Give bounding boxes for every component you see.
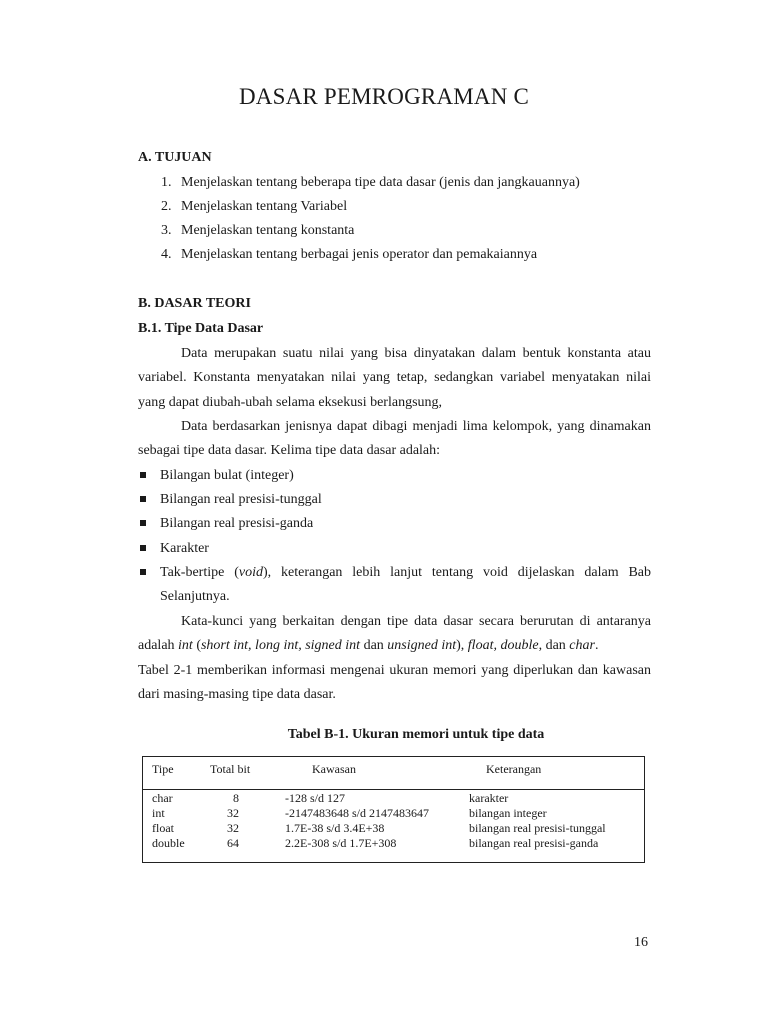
table-header-keterangan: Keterangan	[486, 762, 542, 776]
bullet-square-icon	[140, 520, 146, 526]
bullet-square-icon	[140, 496, 146, 502]
table-cell-kawasan: 1.7E-38 s/d 3.4E+38	[285, 821, 385, 835]
table-cell-tipe: double	[152, 836, 185, 850]
table-cell-kawasan: 2.2E-308 s/d 1.7E+308	[285, 836, 397, 850]
list-item	[138, 537, 651, 561]
table-cell-bit: 32	[227, 821, 239, 835]
table-cell-bit: 32	[227, 806, 239, 820]
objective-text: Menjelaskan tentang beberapa tipe data dasar (jenis dan jangkauannya)	[181, 175, 580, 190]
bullet-square-icon	[140, 472, 146, 478]
list-item	[138, 488, 651, 512]
table-header-total-bit: Total bit	[210, 762, 251, 776]
text-segment: (	[192, 638, 201, 654]
list-item	[138, 464, 651, 488]
table-cell-keterangan: bilangan real presisi-tunggal	[469, 821, 606, 835]
table-cell-keterangan: bilangan integer	[469, 806, 547, 820]
paragraph-keywords	[138, 610, 651, 659]
paragraph-data-groups	[138, 415, 651, 464]
text-segment: dan	[360, 638, 388, 654]
table-header-kawasan: Kawasan	[312, 762, 356, 776]
text-segment: ),	[456, 638, 468, 654]
objective-text: Menjelaskan tentang Variabel	[181, 199, 348, 214]
objective-number: 4.	[161, 247, 172, 262]
document-title: DASAR PEMROGRAMAN C	[238, 84, 530, 109]
keyword-int: int	[178, 638, 193, 654]
table-cell-tipe: int	[152, 806, 165, 820]
list-item-text: Karakter	[160, 541, 209, 556]
text-segment: Tak-bertipe (	[160, 565, 239, 580]
table-cell-bit: 64	[227, 836, 239, 850]
list-item-text: Bilangan bulat (integer)	[160, 468, 294, 483]
keyword-char: char	[569, 638, 595, 654]
table-cell-keterangan: karakter	[469, 791, 509, 805]
table-caption: Tabel B-1. Ukuran memori untuk tipe data	[287, 727, 545, 742]
text-segment: Kata-kunci yang berkaitan dengan tipe data dasar secara berurutan di antaranya adalah	[138, 614, 651, 654]
table-cell-tipe: float	[152, 821, 174, 835]
table-cell-bit: 8	[233, 791, 239, 805]
keyword-void: void	[238, 565, 263, 580]
section-b-heading: B. DASAR TEORI	[138, 296, 251, 311]
text-segment: , dan	[538, 638, 570, 654]
list-item	[138, 512, 651, 536]
bullet-square-icon	[140, 569, 146, 575]
keyword-unsigned-int: unsigned int	[387, 638, 457, 654]
section-a-heading: A. TUJUAN	[138, 150, 212, 165]
paragraph-table-intro: Tabel 2-1 memberikan informasi mengenai ukuran memori yang diperlukan dan kawasan dari masing-masing tipe data dasar.	[138, 663, 651, 703]
text-segment: .	[594, 638, 599, 654]
list-item-text	[160, 561, 651, 610]
data-type-table	[142, 756, 645, 863]
table-cell-kawasan: -128 s/d 127	[285, 791, 345, 805]
list-item	[138, 561, 651, 610]
bullet-square-icon	[140, 545, 146, 551]
objective-item	[161, 175, 580, 191]
keyword-float-double: float, double	[467, 638, 539, 654]
list-item-text: Bilangan real presisi-ganda	[160, 516, 314, 531]
section-b1-subheading: B.1. Tipe Data Dasar	[138, 321, 264, 336]
list-item-text: Bilangan real presisi-tunggal	[160, 492, 322, 507]
objective-text: Menjelaskan tentang berbagai jenis operator dan pemakaiannya	[181, 247, 538, 262]
text-segment: ), keterangan lebih lanjut tentang void dijelaskan dalam Bab Selanjutnya.	[160, 565, 652, 605]
paragraph-data-definition	[138, 342, 651, 415]
objective-text: Menjelaskan tentang konstanta	[181, 223, 355, 238]
table-cell-keterangan: bilangan real presisi-ganda	[469, 836, 599, 850]
table-header-tipe: Tipe	[152, 762, 174, 776]
paragraph-text: Data berdasarkan jenisnya dapat dibagi menjadi lima kelompok, yang dinamakan sebagai tipe data dasar. Kelima tipe data dasar adalah:	[138, 419, 651, 459]
table-cell-tipe: char	[152, 791, 173, 805]
objective-number: 1.	[161, 175, 172, 190]
table-divider	[143, 789, 644, 790]
keyword-int-variants: short int, long int, signed int	[200, 638, 361, 654]
objective-item	[161, 223, 354, 239]
objective-number: 3.	[161, 223, 172, 238]
paragraph-text: Data merupakan suatu nilai yang bisa dinyatakan dalam bentuk konstanta atau variabel. Konstanta menyatakan nilai yang tetap, sedangkan variabel menyatakan nilai yang dapat diubah-ubah selama eksekusi berlangsung,	[138, 346, 651, 410]
objective-item	[161, 247, 537, 263]
table-cell-kawasan: -2147483648 s/d 2147483647	[285, 806, 429, 820]
page-number: 16	[634, 935, 648, 950]
objective-number: 2.	[161, 199, 172, 214]
objective-item	[161, 199, 347, 215]
